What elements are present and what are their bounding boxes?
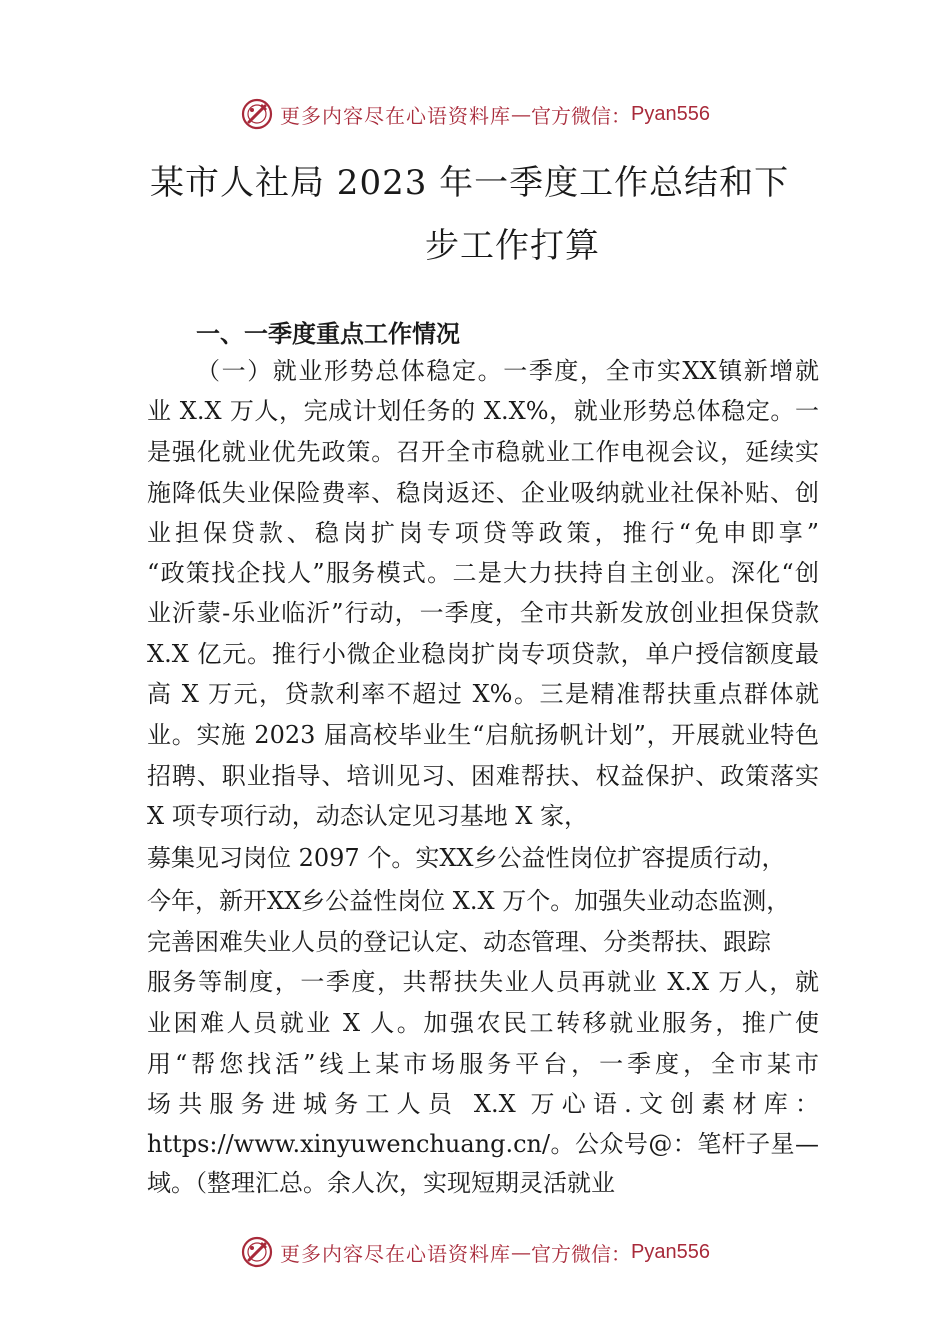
document-title-line-2: 步工作打算 [425,226,600,266]
body-line: 是强化就业优先政策。召开全市稳就业工作电视会议，延续实 [147,438,819,466]
logo-seal-icon [240,97,274,131]
body-line: 完善困难失业人员的登记认定、动态管理、分类帮扶、跟踪 [147,928,771,956]
section-heading: 一、一季度重点工作情况 [196,320,460,348]
document-title-line-1: 某市人社局 2023 年一季度工作总结和下 [150,163,790,203]
watermark-text: 更多内容尽在心语资料库 [280,103,512,128]
body-line: 募集见习岗位 2097 个。实XX乡公益性岗位扩容提质行动， [147,844,786,872]
body-line: X 项专项行动，动态认定见习基地 X 家， [147,802,589,830]
body-line: 业困难人员就业 X 人。加强农民工转移就业服务，推广使 [147,1009,819,1037]
body-line: 施降低失业保险费率、稳岗返还、企业吸纳就业社保补贴、创 [147,479,819,507]
watermark-wechat-id: Pyan556 [631,102,710,125]
body-line: X.X 亿元。推行小微企业稳岗扩岗专项贷款，单户授信额度最 [147,640,819,668]
watermark-wechat-label: 官方微信： [531,1241,632,1266]
footer-watermark [0,1232,950,1272]
body-line: 服务等制度，一季度，共帮扶失业人员再就业 X.X 万人，就 [147,968,819,996]
body-line: 业 X.X 万人，完成计划任务的 X.X%，就业形势总体稳定。一 [147,397,819,425]
watermark-separator: — [511,102,532,126]
body-line: 业担保贷款、稳岗扩岗专项贷等政策，推行“免申即享” [147,519,819,547]
body-line: “政策找企找人”服务模式。二是大力扶持自主创业。深化“创 [147,559,819,587]
body-line: 招聘、职业指导、培训见习、困难帮扶、权益保护、政策落实 [147,762,819,790]
body-line: 域。（整理汇总。余人次，实现短期灵活就业 [147,1169,615,1197]
body-line: （一）就业形势总体稳定。一季度，全市实XX镇新增就 [196,357,819,385]
watermark-separator: — [511,1240,532,1264]
body-line: 用“帮您找活”线上某市场服务平台，一季度，全市某市 [147,1050,819,1078]
watermark-wechat-label: 官方微信： [531,103,632,128]
body-line: https://www.xinyuwenchuang.cn/。公众号@：笔杆子星— [147,1130,819,1158]
logo-seal-icon [240,1235,274,1269]
header-watermark [0,94,950,134]
body-line: 今年，新开XX乡公益性岗位 X.X 万个。加强失业动态监测， [147,887,791,915]
body-line: 场共服务进城务工人员 X.X 万心语.文创素材库： [147,1090,819,1118]
body-line: 业沂蒙-乐业临沂”行动，一季度，全市共新发放创业担保贷款 [147,599,819,627]
body-line: 高 X 万元，贷款利率不超过 X%。三是精准帮扶重点群体就 [147,680,819,708]
watermark-wechat-id: Pyan556 [631,1240,710,1263]
body-line: 业。实施 2023 届高校毕业生“启航扬帆计划”，开展就业特色 [147,721,819,749]
watermark-text: 更多内容尽在心语资料库 [280,1241,512,1266]
